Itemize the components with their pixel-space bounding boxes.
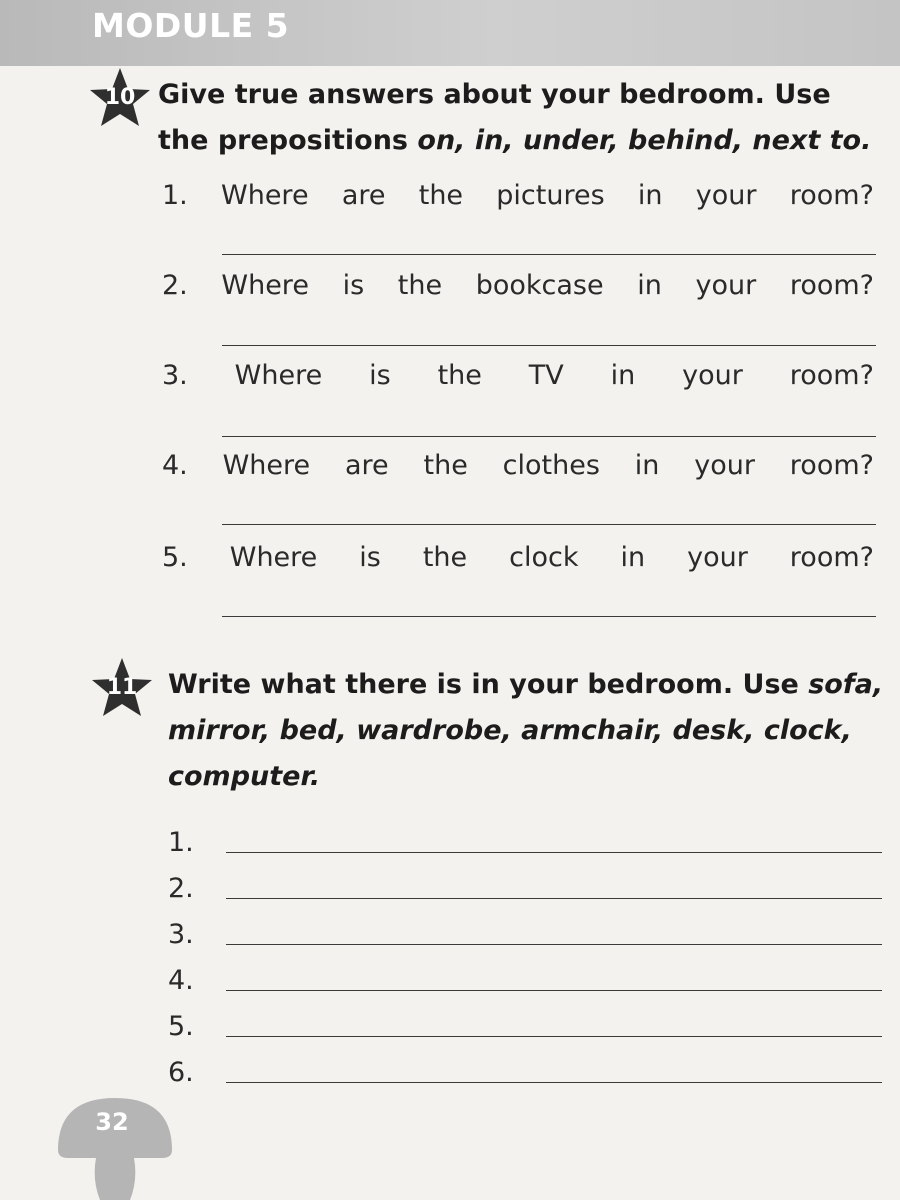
question-row xyxy=(162,450,874,490)
page-number: 32 xyxy=(95,1108,129,1136)
question-word: are xyxy=(345,450,389,481)
question-word: your xyxy=(682,360,743,391)
answer-number: 3. xyxy=(168,919,194,950)
exercise-11-star-badge xyxy=(90,656,154,720)
question-word: in xyxy=(610,360,636,391)
question-word: the xyxy=(437,360,482,391)
question-number: 2. xyxy=(162,270,188,301)
question-row xyxy=(162,270,874,310)
module-title: MODULE 5 xyxy=(92,6,290,45)
instruction-line xyxy=(168,662,884,708)
question-word: the xyxy=(418,180,464,211)
question-word: room? xyxy=(789,270,874,301)
answer-number: 1. xyxy=(168,827,194,858)
answer-line[interactable] xyxy=(222,254,876,255)
instruction-text: the prepositions xyxy=(158,125,418,156)
question-word: your xyxy=(694,450,755,481)
instruction-prepositions: on, in, under, behind, next to. xyxy=(417,125,872,156)
question-number: 1. xyxy=(162,180,188,211)
question-word: room? xyxy=(789,180,874,211)
instruction-line: Give true answers about your bedroom. Use xyxy=(158,79,831,110)
answer-line[interactable] xyxy=(226,852,882,853)
question-word: Where xyxy=(221,270,309,301)
question-word: in xyxy=(634,450,660,481)
answer-row xyxy=(168,910,882,950)
answer-line[interactable] xyxy=(226,990,882,991)
question-word: your xyxy=(695,270,757,301)
question-row xyxy=(162,180,874,220)
question-word: in xyxy=(637,270,662,301)
exercise-10-instructions xyxy=(158,72,878,164)
question-word: pictures xyxy=(496,180,605,211)
answer-line[interactable] xyxy=(222,345,876,346)
answer-line[interactable] xyxy=(226,898,882,899)
answer-line[interactable] xyxy=(226,1082,882,1083)
question-word: is xyxy=(359,542,381,573)
question-word: in xyxy=(637,180,663,211)
answer-number: 2. xyxy=(168,873,194,904)
question-word: your xyxy=(695,180,757,211)
answer-line[interactable] xyxy=(222,436,876,437)
question-word: bookcase xyxy=(475,270,604,301)
answer-number: 6. xyxy=(168,1057,194,1088)
exercise-number: 10 xyxy=(104,85,136,110)
answer-row xyxy=(168,818,882,858)
question-word: the xyxy=(422,542,468,573)
exercise-10-star-badge xyxy=(88,66,152,130)
question-word: clock xyxy=(509,542,579,573)
instruction-text: Write what there is in your bedroom. Use xyxy=(168,669,809,700)
question-word: in xyxy=(620,542,646,573)
question-word: Where xyxy=(229,542,318,573)
answer-line[interactable] xyxy=(222,524,876,525)
question-word: clothes xyxy=(502,450,600,481)
instruction-word-list: mirror, bed, wardrobe, armchair, desk, clock, xyxy=(168,715,852,746)
question-word: is xyxy=(342,270,365,301)
question-word: the xyxy=(423,450,468,481)
answer-row xyxy=(168,956,882,996)
answer-row xyxy=(168,1002,882,1042)
question-word: are xyxy=(341,180,386,211)
question-word: Where xyxy=(234,360,323,391)
exercise-11-instructions xyxy=(168,662,884,800)
question-word: Where xyxy=(221,180,309,211)
module-header-band xyxy=(0,0,900,66)
question-word: room? xyxy=(789,542,874,573)
instruction-word-list: computer. xyxy=(168,761,321,792)
question-number: 3. xyxy=(162,360,188,391)
instruction-line xyxy=(158,118,878,164)
exercise-number: 11 xyxy=(106,675,138,700)
answer-line[interactable] xyxy=(222,616,876,617)
question-word: TV xyxy=(528,360,564,391)
answer-number: 4. xyxy=(168,965,194,996)
question-word: is xyxy=(369,360,391,391)
answer-line[interactable] xyxy=(226,944,882,945)
question-number: 5. xyxy=(162,542,188,573)
question-word: your xyxy=(687,542,748,573)
question-word: room? xyxy=(789,450,874,481)
question-word: the xyxy=(397,270,443,301)
question-word: Where xyxy=(222,450,311,481)
instruction-word-list: sofa, xyxy=(808,669,884,700)
answer-number: 5. xyxy=(168,1011,194,1042)
answer-row xyxy=(168,864,882,904)
question-number: 4. xyxy=(162,450,188,481)
question-word: room? xyxy=(789,360,874,391)
question-row xyxy=(162,360,874,400)
answer-line[interactable] xyxy=(226,1036,882,1037)
answer-row xyxy=(168,1048,882,1088)
question-row xyxy=(162,542,874,582)
